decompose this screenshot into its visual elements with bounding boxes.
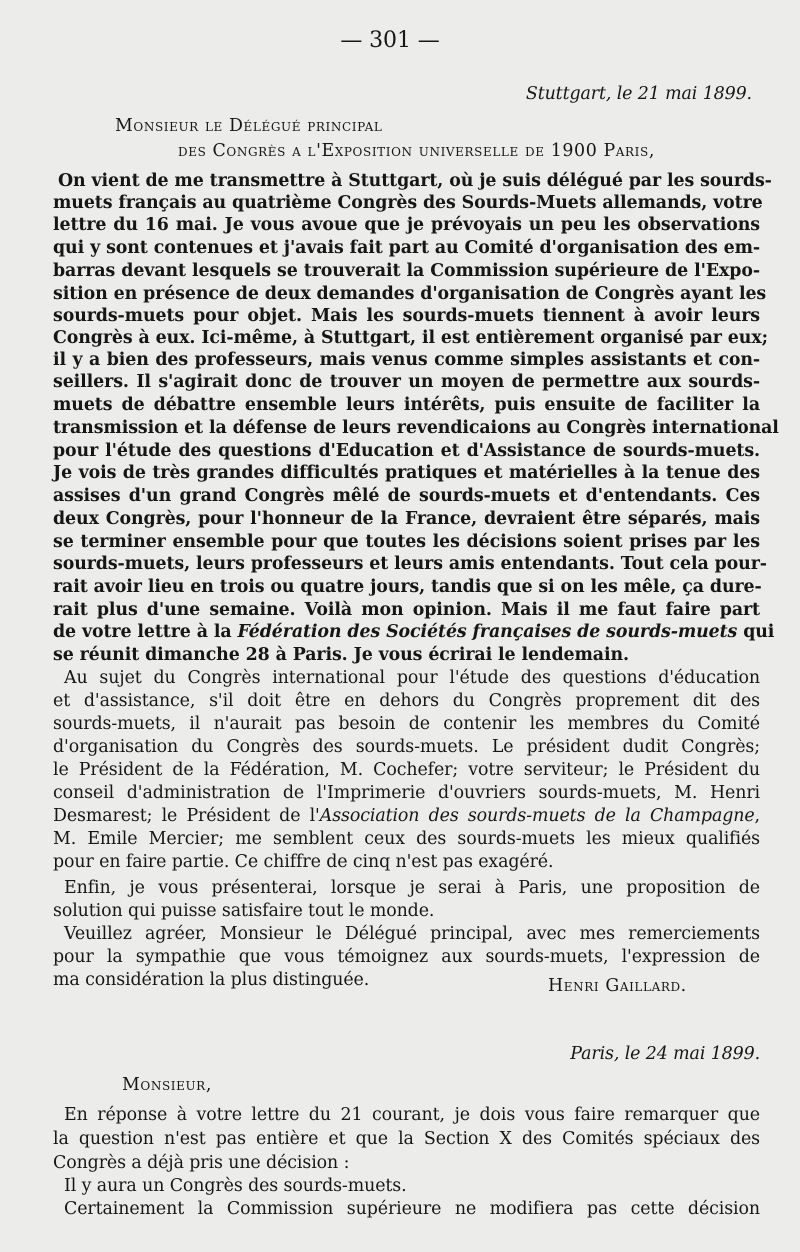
letter1-line: qui y sont contenues et j'avais fait part au Comité d'organisation des em- bbox=[53, 238, 760, 258]
letter1-line: lettre du 16 mai. Je vous avoue que je prévoyais un peu les observations bbox=[53, 215, 760, 235]
letter1-line: assises d'un grand Congrès mêlé de sourds-muets et d'entendants. Ces bbox=[53, 486, 760, 506]
letter2-line: Congrès a déjà pris une décision : bbox=[53, 1153, 350, 1173]
letter1-line: Veuillez agréer, Monsieur le Délégué principal, avec mes remerciements bbox=[64, 924, 760, 944]
letter1-line: rait plus d'une semaine. Voilà mon opinion. Mais il me faut faire part bbox=[53, 600, 760, 620]
text-run: de votre lettre à la bbox=[53, 622, 238, 642]
association-name: Association des sourds-muets de la Champagne bbox=[319, 806, 755, 826]
letter1-place-date: Stuttgart, le 21 mai 1899. bbox=[525, 84, 752, 104]
letter1-line: Enfin, je vous présenterai, lorsque je serai à Paris, une proposition de bbox=[64, 878, 760, 898]
letter1-line: se réunit dimanche 28 à Paris. Je vous écrirai le lendemain. bbox=[53, 645, 629, 665]
letter1-line: pour la sympathie que vous témoignez aux sourds-muets, l'expression de bbox=[53, 947, 760, 967]
letter1-line: pour en faire partie. Ce chiffre de cinq n'est pas exagéré. bbox=[53, 852, 554, 872]
letter1-addressee-line2: des Congrès a l'Exposition universelle de 1900 Paris, bbox=[178, 141, 655, 161]
text-run: qui bbox=[737, 622, 775, 642]
text-run: Desmarest; le Président de l' bbox=[53, 806, 320, 826]
letter1-line: et d'assistance, s'il doit être en dehors du Congrès proprement dit des bbox=[53, 691, 760, 711]
letter1-line: Au sujet du Congrès international pour l'étude des questions d'éducation bbox=[64, 668, 760, 688]
letter1-line: ma considération la plus distinguée. bbox=[53, 970, 370, 990]
letter1-line: seillers. Il s'agirait donc de trouver un moyen de permettre aux sourds- bbox=[53, 372, 760, 392]
letter2-line: Certainement la Commission supérieure ne modifiera pas cette décision bbox=[64, 1199, 760, 1219]
letter1-line: conseil d'administration de l'Imprimerie d'ouvriers sourds-muets, M. Henri bbox=[53, 783, 760, 803]
letter2-place-date: Paris, le 24 mai 1899. bbox=[570, 1044, 760, 1064]
letter2-line: la question n'est pas entière et que la Section X des Comités spéciaux des bbox=[53, 1129, 760, 1149]
letter1-line: On vient de me transmettre à Stuttgart, où je suis délégué par les sourds- bbox=[58, 171, 772, 191]
letter1-line: il y a bien des professeurs, mais venus comme simples assistants et con- bbox=[53, 350, 760, 370]
letter1-line: Je vois de très grandes difficultés pratiques et matérielles à la tenue des bbox=[53, 463, 760, 483]
letter1-line: sourds-muets, leurs professeurs et leurs amis entendants. Tout cela pour- bbox=[53, 554, 767, 574]
federation-name: Fédération des Sociétés françaises de sourds-muets bbox=[237, 622, 738, 642]
letter1-line: barras devant lesquels se trouverait la Commission supérieure de l'Expo- bbox=[53, 261, 760, 281]
letter1-signature: Henri Gaillard. bbox=[548, 976, 687, 996]
letter1-line: deux Congrès, pour l'honneur de la France, devraient être séparés, mais bbox=[53, 509, 760, 529]
letter2-line: Il y aura un Congrès des sourds-muets. bbox=[64, 1176, 407, 1196]
letter1-line: M. Emile Mercier; me semblent ceux des sourds-muets les mieux qualifiés bbox=[53, 829, 760, 849]
letter1-line: muets français au quatrième Congrès des Sourds-Muets allemands, votre bbox=[53, 193, 763, 213]
letter1-line: Congrès à eux. Ici-même, à Stuttgart, il est entièrement organisé par eux; bbox=[53, 328, 768, 348]
letter1-line: sourds-muets, il n'aurait pas besoin de contenir les membres du Comité bbox=[53, 714, 760, 734]
page-number: — 301 — bbox=[340, 28, 440, 53]
letter1-line: sition en présence de deux demandes d'organisation de Congrès ayant les bbox=[53, 284, 767, 304]
letter1-line: d'organisation du Congrès des sourds-muets. Le président dudit Congrès; bbox=[53, 737, 760, 757]
text-run: , bbox=[754, 806, 760, 826]
letter1-line: solution qui puisse satisfaire tout le monde. bbox=[53, 901, 435, 921]
letter1-line: pour l'étude des questions d'Education et d'Assistance de sourds-muets. bbox=[53, 441, 760, 461]
letter1-line: transmission et la défense de leurs revendicaions au Congrès international bbox=[53, 418, 779, 438]
letter1-line-federation bbox=[53, 621, 775, 643]
letter1-line-association bbox=[53, 805, 760, 827]
letter1-line: sourds-muets pour objet. Mais les sourds-muets tiennent à avoir leurs bbox=[53, 306, 760, 326]
letter1-addressee-line1: Monsieur le Délégué principal bbox=[115, 116, 383, 136]
letter1-line: muets de débattre ensemble leurs intérêts, puis ensuite de faciliter la bbox=[53, 395, 760, 415]
letter2-line: En réponse à votre lettre du 21 courant, je dois vous faire remarquer que bbox=[64, 1105, 760, 1125]
letter1-line: rait avoir lieu en trois ou quatre jours, tandis que si on les mêle, ça dure- bbox=[53, 577, 762, 597]
letter1-line: se terminer ensemble pour que toutes les décisions soient prises par les bbox=[53, 532, 760, 552]
letter2-salutation: Monsieur, bbox=[122, 1075, 212, 1095]
letter1-line: le Président de la Fédération, M. Cochefer; votre serviteur; le Président du bbox=[53, 760, 760, 780]
